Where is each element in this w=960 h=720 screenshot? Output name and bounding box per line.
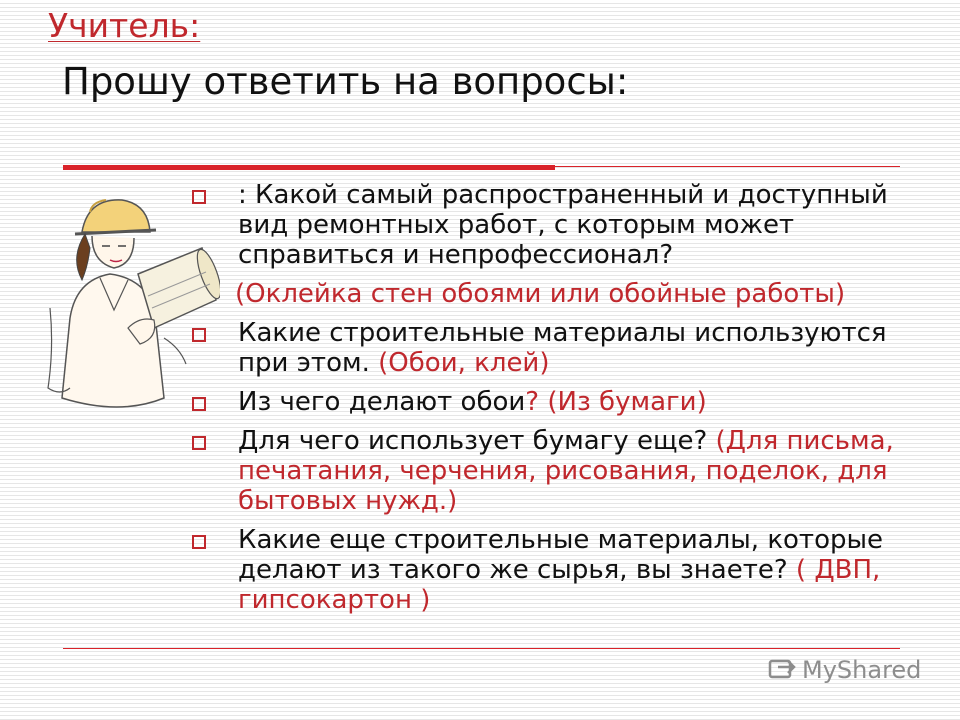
list-item bbox=[185, 426, 945, 516]
title-underline-thick bbox=[63, 165, 555, 170]
list-item bbox=[185, 180, 945, 270]
bottom-divider bbox=[63, 648, 900, 649]
myshared-watermark[interactable] bbox=[768, 656, 921, 684]
answer-text: ? (Из бумаги) bbox=[525, 387, 707, 417]
list-item bbox=[185, 318, 945, 378]
list-item bbox=[185, 525, 945, 615]
question-text: Какие строительные материалы используются при этом. bbox=[238, 318, 887, 378]
checkbox-bullet-icon bbox=[192, 436, 206, 450]
watermark-text: MyShared bbox=[802, 656, 922, 684]
answer-text: (Для письма, печатания, черчения, рисования, поделок, для бытовых нужд.) bbox=[238, 426, 894, 516]
title-underline-thin bbox=[555, 166, 900, 167]
myshared-logo-icon bbox=[768, 657, 798, 683]
slide-heading: Учитель: bbox=[48, 6, 201, 45]
question-text: Из чего делают обои bbox=[238, 387, 526, 417]
question-list bbox=[185, 180, 945, 624]
question-text: : Какой самый распространенный и доступный вид ремонтных работ, с которым может справиться и непрофессионал? bbox=[238, 180, 888, 270]
question-text: Для чего использует бумагу еще? bbox=[238, 426, 708, 456]
checkbox-bullet-icon bbox=[192, 535, 206, 549]
slide-title: Прошу ответить на вопросы: bbox=[62, 60, 629, 103]
answer-text: (Оклейка стен обоями или обойные работы) bbox=[235, 279, 846, 309]
answer-text: (Обои, клей) bbox=[378, 348, 550, 378]
checkbox-bullet-icon bbox=[192, 328, 206, 342]
list-item bbox=[185, 387, 945, 417]
question-text: Какие еще строительные материалы, которые делают из такого же сырья, вы знаете? bbox=[238, 525, 884, 585]
checkbox-bullet-icon bbox=[192, 190, 206, 204]
answer-text: ( ДВП, гипсокартон ) bbox=[238, 555, 881, 615]
checkbox-bullet-icon bbox=[192, 397, 206, 411]
